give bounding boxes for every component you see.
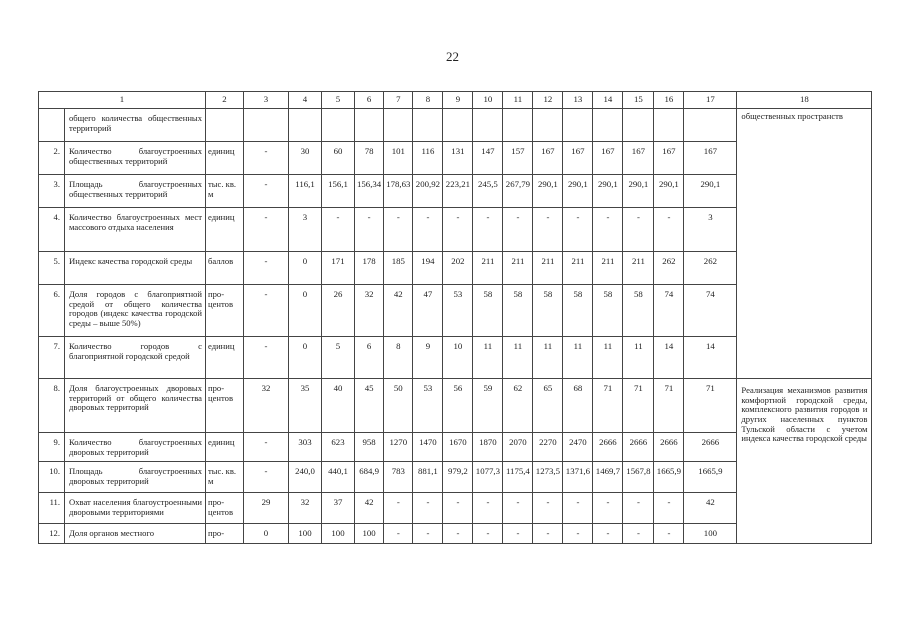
- value-cell: 290,1: [563, 175, 593, 208]
- value-cell: [623, 109, 654, 142]
- row-index: 3.: [39, 175, 65, 208]
- row-index: 12.: [39, 524, 65, 544]
- value-cell: -: [413, 524, 443, 544]
- indicator-name: Доля городов с благоприятной средой от общего количества городов (индекс качества городской среды – выше 50%): [65, 285, 206, 337]
- value-cell: -: [533, 493, 563, 524]
- indicator-name: Доля благоустроенных дворовых территорий от общего количества дворовых территорий: [65, 379, 206, 433]
- value-cell: 958: [355, 433, 384, 462]
- total-cell: 71: [684, 379, 737, 433]
- row-index: 7.: [39, 337, 65, 379]
- value-cell: [289, 109, 322, 142]
- total-cell: 1665,9: [684, 462, 737, 493]
- value-cell: -: [593, 524, 623, 544]
- value-cell: -: [503, 493, 533, 524]
- note-bottom: Реализация механизмов развития комфортной городской среды, комплексного развития городов и других населенных пунктов Тульской области с учетом индекса качества городской среды: [737, 379, 872, 544]
- indicators-table: [38, 91, 872, 544]
- unit-cell: единиц: [206, 208, 244, 252]
- value-cell: 2666: [623, 433, 654, 462]
- value-cell: 979,2: [443, 462, 473, 493]
- value-cell: 171: [322, 252, 355, 285]
- total-cell: 262: [684, 252, 737, 285]
- value-cell: 881,1: [413, 462, 443, 493]
- indicator-name: Охват населения благоустроенными дворовыми территориями: [65, 493, 206, 524]
- value-cell: -: [533, 208, 563, 252]
- value-cell: -: [244, 285, 289, 337]
- total-cell: [684, 109, 737, 142]
- value-cell: 178,63: [384, 175, 413, 208]
- value-cell: 0: [289, 285, 322, 337]
- value-cell: [413, 109, 443, 142]
- row-index: 6.: [39, 285, 65, 337]
- unit-cell: тыс. кв. м: [206, 175, 244, 208]
- value-cell: 26: [322, 285, 355, 337]
- value-cell: 167: [623, 142, 654, 175]
- value-cell: 0: [244, 524, 289, 544]
- row-index: 5.: [39, 252, 65, 285]
- value-cell: 5: [322, 337, 355, 379]
- header-cell: 8: [413, 92, 443, 109]
- value-cell: -: [244, 208, 289, 252]
- header-cell: 14: [593, 92, 623, 109]
- value-cell: 211: [533, 252, 563, 285]
- indicator-name: общего количества общественных территорий: [65, 109, 206, 142]
- value-cell: 262: [654, 252, 684, 285]
- header-cell: 16: [654, 92, 684, 109]
- value-cell: 42: [355, 493, 384, 524]
- table-row: [39, 379, 872, 433]
- value-cell: -: [473, 524, 503, 544]
- unit-cell: про- центов: [206, 379, 244, 433]
- value-cell: 116: [413, 142, 443, 175]
- value-cell: -: [443, 208, 473, 252]
- total-cell: 2666: [684, 433, 737, 462]
- value-cell: -: [443, 493, 473, 524]
- value-cell: 10: [443, 337, 473, 379]
- note-top: общественных пространств: [737, 109, 872, 379]
- value-cell: 58: [593, 285, 623, 337]
- value-cell: 11: [503, 337, 533, 379]
- row-index: [39, 109, 65, 142]
- header-cell: 7: [384, 92, 413, 109]
- value-cell: -: [322, 208, 355, 252]
- value-cell: 267,79: [503, 175, 533, 208]
- unit-cell: баллов: [206, 252, 244, 285]
- indicator-name: Индекс качества городской среды: [65, 252, 206, 285]
- value-cell: 783: [384, 462, 413, 493]
- unit-cell: единиц: [206, 433, 244, 462]
- header-cell: 5: [322, 92, 355, 109]
- unit-cell: единиц: [206, 337, 244, 379]
- value-cell: -: [244, 142, 289, 175]
- value-cell: -: [473, 493, 503, 524]
- value-cell: 56: [443, 379, 473, 433]
- value-cell: 45: [355, 379, 384, 433]
- value-cell: 78: [355, 142, 384, 175]
- value-cell: 74: [654, 285, 684, 337]
- total-cell: 14: [684, 337, 737, 379]
- value-cell: 32: [244, 379, 289, 433]
- value-cell: 65: [533, 379, 563, 433]
- value-cell: 303: [289, 433, 322, 462]
- header-cell: 18: [737, 92, 872, 109]
- value-cell: 156,34: [355, 175, 384, 208]
- value-cell: -: [244, 462, 289, 493]
- value-cell: 167: [533, 142, 563, 175]
- value-cell: 68: [563, 379, 593, 433]
- value-cell: 11: [593, 337, 623, 379]
- value-cell: 167: [654, 142, 684, 175]
- value-cell: 11: [533, 337, 563, 379]
- value-cell: 290,1: [654, 175, 684, 208]
- value-cell: 290,1: [623, 175, 654, 208]
- value-cell: 147: [473, 142, 503, 175]
- value-cell: -: [413, 493, 443, 524]
- value-cell: -: [443, 524, 473, 544]
- value-cell: -: [384, 493, 413, 524]
- unit-cell: единиц: [206, 142, 244, 175]
- total-cell: 167: [684, 142, 737, 175]
- value-cell: 167: [593, 142, 623, 175]
- value-cell: 0: [289, 252, 322, 285]
- value-cell: -: [384, 524, 413, 544]
- unit-cell: про-: [206, 524, 244, 544]
- value-cell: 1273,5: [533, 462, 563, 493]
- value-cell: 211: [563, 252, 593, 285]
- header-cell: 11: [503, 92, 533, 109]
- value-cell: 71: [593, 379, 623, 433]
- value-cell: 131: [443, 142, 473, 175]
- value-cell: 29: [244, 493, 289, 524]
- value-cell: 290,1: [593, 175, 623, 208]
- value-cell: [443, 109, 473, 142]
- value-cell: 40: [322, 379, 355, 433]
- total-cell: 74: [684, 285, 737, 337]
- value-cell: 211: [473, 252, 503, 285]
- value-cell: 6: [355, 337, 384, 379]
- value-cell: 1470: [413, 433, 443, 462]
- value-cell: [593, 109, 623, 142]
- indicator-name: Площадь благоустроенных общественных территорий: [65, 175, 206, 208]
- value-cell: 240,0: [289, 462, 322, 493]
- header-cell: 3: [244, 92, 289, 109]
- value-cell: -: [244, 252, 289, 285]
- value-cell: 50: [384, 379, 413, 433]
- value-cell: [384, 109, 413, 142]
- value-cell: 58: [623, 285, 654, 337]
- header-cell: 6: [355, 92, 384, 109]
- row-index: 11.: [39, 493, 65, 524]
- value-cell: 167: [563, 142, 593, 175]
- value-cell: 101: [384, 142, 413, 175]
- value-cell: [533, 109, 563, 142]
- value-cell: -: [563, 493, 593, 524]
- value-cell: -: [244, 337, 289, 379]
- value-cell: 116,1: [289, 175, 322, 208]
- value-cell: -: [355, 208, 384, 252]
- value-cell: [654, 109, 684, 142]
- value-cell: 1469,7: [593, 462, 623, 493]
- value-cell: -: [473, 208, 503, 252]
- indicator-name: Количество благоустроенных общественных территорий: [65, 142, 206, 175]
- value-cell: 1670: [443, 433, 473, 462]
- row-index: 8.: [39, 379, 65, 433]
- value-cell: 1077,3: [473, 462, 503, 493]
- value-cell: 211: [593, 252, 623, 285]
- indicator-name: Количество городов с благоприятной городской средой: [65, 337, 206, 379]
- value-cell: [355, 109, 384, 142]
- value-cell: 194: [413, 252, 443, 285]
- value-cell: 11: [623, 337, 654, 379]
- value-cell: [473, 109, 503, 142]
- value-cell: 2070: [503, 433, 533, 462]
- header-cell: 13: [563, 92, 593, 109]
- value-cell: 245,5: [473, 175, 503, 208]
- value-cell: 58: [533, 285, 563, 337]
- indicator-name: Количество благоустроенных мест массового отдыха населения: [65, 208, 206, 252]
- value-cell: 59: [473, 379, 503, 433]
- value-cell: -: [244, 175, 289, 208]
- value-cell: -: [593, 208, 623, 252]
- value-cell: 2666: [654, 433, 684, 462]
- value-cell: 2666: [593, 433, 623, 462]
- value-cell: -: [563, 208, 593, 252]
- unit-cell: [206, 109, 244, 142]
- value-cell: 684,9: [355, 462, 384, 493]
- value-cell: 211: [623, 252, 654, 285]
- value-cell: 100: [322, 524, 355, 544]
- total-cell: 290,1: [684, 175, 737, 208]
- row-index: 2.: [39, 142, 65, 175]
- value-cell: 157: [503, 142, 533, 175]
- header-cell: 2: [206, 92, 244, 109]
- value-cell: 53: [443, 285, 473, 337]
- value-cell: 8: [384, 337, 413, 379]
- value-cell: 2470: [563, 433, 593, 462]
- value-cell: 32: [289, 493, 322, 524]
- value-cell: -: [533, 524, 563, 544]
- value-cell: [503, 109, 533, 142]
- value-cell: -: [563, 524, 593, 544]
- value-cell: 156,1: [322, 175, 355, 208]
- value-cell: [244, 109, 289, 142]
- indicator-name: Доля органов местного: [65, 524, 206, 544]
- value-cell: 60: [322, 142, 355, 175]
- value-cell: -: [654, 208, 684, 252]
- unit-cell: тыс. кв. м: [206, 462, 244, 493]
- unit-cell: про- центов: [206, 493, 244, 524]
- value-cell: 14: [654, 337, 684, 379]
- value-cell: 223,21: [443, 175, 473, 208]
- header-cell: 10: [473, 92, 503, 109]
- value-cell: 30: [289, 142, 322, 175]
- value-cell: -: [384, 208, 413, 252]
- value-cell: 185: [384, 252, 413, 285]
- value-cell: -: [623, 524, 654, 544]
- value-cell: 1270: [384, 433, 413, 462]
- value-cell: 290,1: [533, 175, 563, 208]
- value-cell: -: [654, 524, 684, 544]
- value-cell: 1175,4: [503, 462, 533, 493]
- value-cell: 58: [473, 285, 503, 337]
- row-index: 9.: [39, 433, 65, 462]
- value-cell: 9: [413, 337, 443, 379]
- page-number: 22: [446, 49, 459, 64]
- value-cell: 200,92: [413, 175, 443, 208]
- header-row: [39, 92, 872, 109]
- value-cell: [563, 109, 593, 142]
- header-cell: 4: [289, 92, 322, 109]
- value-cell: 100: [289, 524, 322, 544]
- value-cell: 11: [473, 337, 503, 379]
- value-cell: 32: [355, 285, 384, 337]
- value-cell: 35: [289, 379, 322, 433]
- value-cell: 2270: [533, 433, 563, 462]
- value-cell: 11: [563, 337, 593, 379]
- header-cell: 15: [623, 92, 654, 109]
- value-cell: 42: [384, 285, 413, 337]
- value-cell: 1870: [473, 433, 503, 462]
- value-cell: 71: [654, 379, 684, 433]
- row-index: 10.: [39, 462, 65, 493]
- value-cell: -: [623, 208, 654, 252]
- value-cell: 71: [623, 379, 654, 433]
- value-cell: 58: [563, 285, 593, 337]
- header-cell: 1: [39, 92, 206, 109]
- value-cell: -: [244, 433, 289, 462]
- value-cell: 47: [413, 285, 443, 337]
- indicator-name: Площадь благоустроенных дворовых территорий: [65, 462, 206, 493]
- value-cell: 53: [413, 379, 443, 433]
- value-cell: 37: [322, 493, 355, 524]
- value-cell: 58: [503, 285, 533, 337]
- value-cell: 1665,9: [654, 462, 684, 493]
- value-cell: -: [623, 493, 654, 524]
- header-cell: 12: [533, 92, 563, 109]
- value-cell: -: [503, 208, 533, 252]
- value-cell: 202: [443, 252, 473, 285]
- indicator-name: Количество благоустроенных дворовых территорий: [65, 433, 206, 462]
- value-cell: 623: [322, 433, 355, 462]
- header-cell: 17: [684, 92, 737, 109]
- value-cell: -: [413, 208, 443, 252]
- value-cell: 1371,6: [563, 462, 593, 493]
- value-cell: 3: [289, 208, 322, 252]
- total-cell: 100: [684, 524, 737, 544]
- value-cell: 440,1: [322, 462, 355, 493]
- value-cell: 100: [355, 524, 384, 544]
- total-cell: 3: [684, 208, 737, 252]
- value-cell: 1567,8: [623, 462, 654, 493]
- row-index: 4.: [39, 208, 65, 252]
- value-cell: [322, 109, 355, 142]
- unit-cell: про- центов: [206, 285, 244, 337]
- value-cell: 178: [355, 252, 384, 285]
- value-cell: -: [654, 493, 684, 524]
- value-cell: -: [593, 493, 623, 524]
- header-cell: 9: [443, 92, 473, 109]
- value-cell: 211: [503, 252, 533, 285]
- value-cell: -: [503, 524, 533, 544]
- total-cell: 42: [684, 493, 737, 524]
- table-row: [39, 109, 872, 142]
- value-cell: 0: [289, 337, 322, 379]
- value-cell: 62: [503, 379, 533, 433]
